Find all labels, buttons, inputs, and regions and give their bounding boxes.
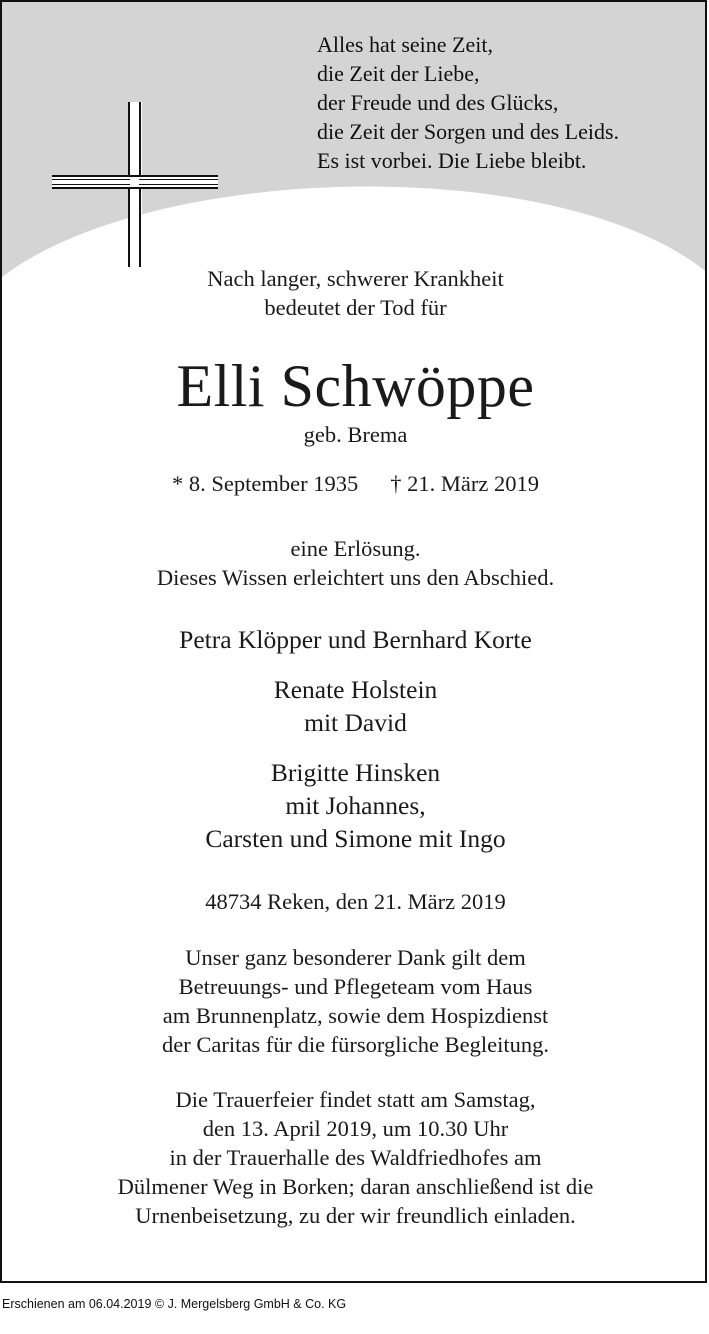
poem-line: die Zeit der Sorgen und des Leids. [317,119,620,144]
birth-date: * 8. September 1935 [172,471,359,496]
family-line: mit Johannes, [285,791,426,820]
poem-line: Es ist vorbei. Die Liebe bleibt. [317,148,587,173]
publication-footer: Erschienen am 06.04.2019 © J. Mergelsberg GmbH & Co. KG [2,1297,347,1311]
relief-line: eine Erlösung. [290,536,421,561]
intro-line: bedeutet der Tod für [264,295,447,320]
thanks-line: Betreuungs- und Pflegeteam vom Haus [178,974,533,999]
family-line: Petra Klöpper und Bernhard Korte [179,625,532,654]
intro-line: Nach langer, schwerer Krankheit [207,266,504,291]
ceremony-line: Urnenbeisetzung, zu der wir freundlich einladen. [135,1203,576,1228]
ceremony-line: Die Trauerfeier findet statt am Samstag, [175,1087,536,1112]
place-date: 48734 Reken, den 21. März 2019 [205,889,506,914]
death-date: † 21. März 2019 [390,471,539,496]
poem [317,30,697,175]
family-line: Renate Holstein [273,675,438,704]
life-dates [2,469,707,498]
ceremony-line: Dülmener Weg in Borken; daran anschließend ist die [117,1174,594,1199]
family-line: Carsten und Simone mit Ingo [205,824,506,853]
family-line: Brigitte Hinsken [270,758,441,787]
intro-text [2,264,707,322]
thanks-line: am Brunnenplatz, sowie dem Hospizdienst [162,1003,549,1028]
family-group-3 [2,756,707,855]
family-line: mit David [304,708,407,737]
maiden-name: geb. Brema [303,422,408,447]
thanks-line: Unser ganz besonderer Dank gilt dem [185,945,526,970]
cross-icon [52,102,218,267]
thanks-line: der Caritas für die fürsorgliche Begleitung. [162,1032,549,1057]
poem-line: der Freude und des Glücks, [317,90,559,115]
poem-line: Alles hat seine Zeit, [317,32,493,57]
family-group-2 [2,673,707,739]
relief-text [2,534,707,592]
thanks-text [2,943,707,1059]
deceased-name: Elli Schwöppe [176,353,535,419]
poem-line: die Zeit der Liebe, [317,61,480,86]
ceremony-line: in der Trauerhalle des Waldfriedhofes am [169,1145,542,1170]
ceremony-text [2,1085,707,1230]
relief-line: Dieses Wissen erleichtert uns den Abschied. [156,565,555,590]
ceremony-line: den 13. April 2019, um 10.30 Uhr [202,1116,509,1141]
family-group-1 [2,623,707,656]
